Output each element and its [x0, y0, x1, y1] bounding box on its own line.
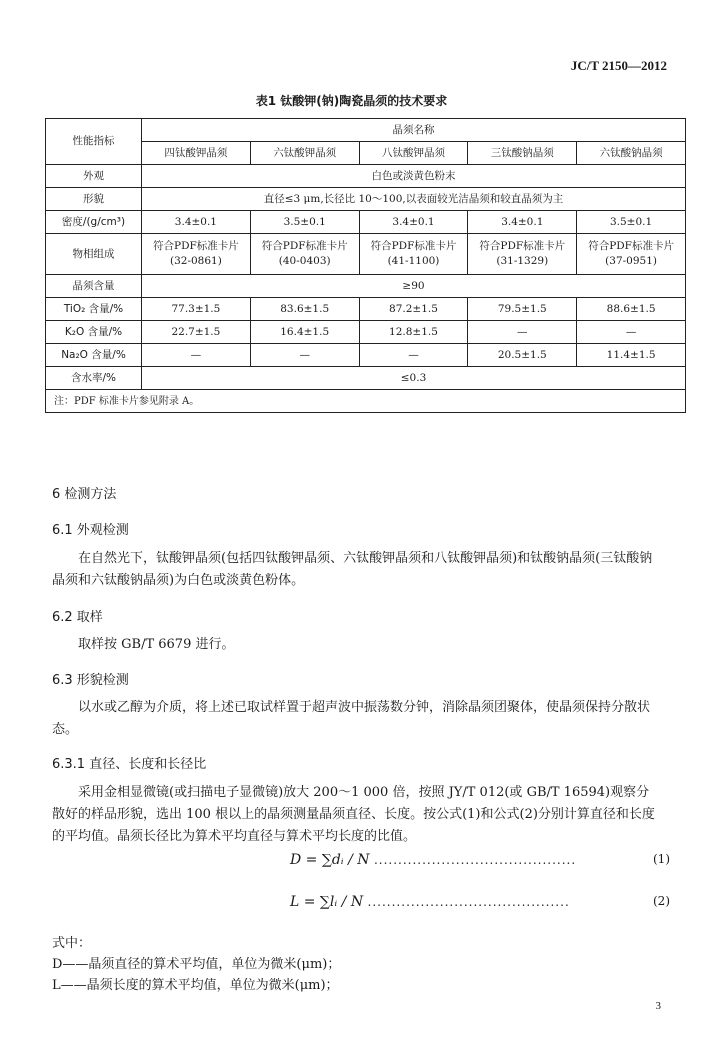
- cell: [359, 234, 468, 275]
- table-header-row: [46, 119, 686, 142]
- table-row: [46, 344, 686, 367]
- cell: 直径≤3 μm,长径比 10～100,以表面较光洁晶须和较直晶须为主: [142, 188, 686, 211]
- table-row: [46, 211, 686, 234]
- cell: ≥90: [142, 275, 686, 298]
- table-row: [46, 165, 686, 188]
- row-label: Na₂O 含量/%: [46, 344, 142, 367]
- cell-line: (41-1100): [387, 255, 440, 267]
- cell: —: [359, 344, 468, 367]
- where-item: L——晶须长度的算术平均值，单位为微米(μm)；: [52, 978, 339, 993]
- cell: 79.5±1.5: [468, 298, 577, 321]
- cell: 87.2±1.5: [359, 298, 468, 321]
- cell: —: [250, 344, 359, 367]
- group-label: 晶须名称: [142, 119, 686, 142]
- cell: 88.6±1.5: [577, 298, 686, 321]
- section-heading: 6.1 外观检测: [52, 523, 129, 538]
- cell: [468, 234, 577, 275]
- table-row: [46, 367, 686, 390]
- row-label: 密度/(g/cm³): [46, 211, 142, 234]
- row-label: 含水率/%: [46, 367, 142, 390]
- column-header: 六钛酸钠晶须: [577, 142, 686, 165]
- paragraph: 采用金相显微镜(或扫描电子显微镜)放大 200～1 000 倍，按照 JY/T 012(或 GB/T 16594)观察分散好的样品形貌，选出 100 根以上的晶须测量晶须直径、长度。按公式(1)和公式(2)分别计算直径和长度的平均值。晶须长径比为算术平均直径与算术平均长度的比值。: [52, 785, 655, 844]
- cell: 83.6±1.5: [250, 298, 359, 321]
- row-label: 物相组成: [46, 234, 142, 275]
- cell: 3.4±0.1: [359, 211, 468, 234]
- paragraph: 以水或乙醇为介质，将上述已取试样置于超声波中振荡数分钟，消除晶须团聚体，使晶须保持分散状态。: [52, 700, 651, 737]
- cell-line: (31-1329): [496, 255, 549, 267]
- row-label: TiO₂ 含量/%: [46, 298, 142, 321]
- spec-table: [45, 118, 686, 413]
- formula-expression: D = ∑dᵢ / N: [290, 852, 370, 868]
- cell-line: 符合PDF标准卡片: [588, 240, 674, 252]
- cell-line: (37-0951): [605, 255, 657, 267]
- section-heading: 6.3.1 直径、长度和长径比: [52, 757, 207, 772]
- cell-line: 符合PDF标准卡片: [479, 240, 566, 252]
- cell: —: [577, 321, 686, 344]
- column-header: 四钛酸钾晶须: [142, 142, 251, 165]
- row-label: 形貌: [46, 188, 142, 211]
- table-note-row: [46, 390, 686, 413]
- paragraph: 取样按 GB/T 6679 进行。: [78, 637, 235, 652]
- section-heading: 6.2 取样: [52, 610, 103, 625]
- cell: —: [142, 344, 251, 367]
- column-header: 三钛酸钠晶须: [468, 142, 577, 165]
- formula-expression: L = ∑lᵢ / N: [290, 894, 364, 910]
- cell: 11.4±1.5: [577, 344, 686, 367]
- cell: 22.7±1.5: [142, 321, 251, 344]
- cell: 12.8±1.5: [359, 321, 468, 344]
- table-row: [46, 275, 686, 298]
- formula-number: (1): [653, 852, 670, 866]
- cell-line: (32-0861): [169, 255, 222, 267]
- standard-code: JC/T 2150—2012: [570, 58, 667, 73]
- row-label: K₂O 含量/%: [46, 321, 142, 344]
- cell-line: 符合PDF标准卡片: [261, 240, 348, 252]
- table-row: [46, 188, 686, 211]
- cell-line: 符合PDF标准卡片: [370, 240, 457, 252]
- where-label: 式中：: [52, 936, 92, 951]
- column-header: 六钛酸钾晶须: [250, 142, 359, 165]
- formula-number: (2): [653, 894, 670, 908]
- cell: 白色或淡黄色粉末: [142, 165, 686, 188]
- table-row: [46, 298, 686, 321]
- section-heading: 6 检测方法: [52, 487, 117, 502]
- paragraph: 在自然光下，钛酸钾晶须(包括四钛酸钾晶须、六钛酸钾晶须和八钛酸钾晶须)和钛酸钠晶须(三钛酸钠晶须和六钛酸钠晶须)为白色或淡黄色粉体。: [52, 551, 653, 588]
- col-head-label: 性能指标: [46, 119, 142, 165]
- cell: 3.4±0.1: [142, 211, 251, 234]
- column-header: 八钛酸钾晶须: [359, 142, 468, 165]
- table-title: 表1 钛酸钾(钠)陶瓷晶须的技术要求: [255, 94, 448, 108]
- cell: 16.4±1.5: [250, 321, 359, 344]
- cell: ≤0.3: [142, 367, 686, 390]
- page-number: 3: [655, 1000, 661, 1012]
- table-note: 注：PDF 标准卡片参见附录 A。: [46, 390, 686, 413]
- cell: —: [468, 321, 577, 344]
- formula-2: L = ∑lᵢ / N .......................................... (2): [290, 894, 670, 910]
- cell: 3.4±0.1: [468, 211, 577, 234]
- section-heading: 6.3 形貌检测: [52, 673, 129, 688]
- formula-1: D = ∑dᵢ / N .......................................... (1): [290, 852, 670, 868]
- cell: 77.3±1.5: [142, 298, 251, 321]
- cell-line: (40-0403): [278, 255, 331, 267]
- table-columns-row: [46, 142, 686, 165]
- cell-line: 符合PDF标准卡片: [153, 240, 239, 252]
- cell: [250, 234, 359, 275]
- cell: 3.5±0.1: [577, 211, 686, 234]
- cell: [577, 234, 686, 275]
- where-item: D——晶须直径的算术平均值，单位为微米(μm)；: [52, 957, 341, 972]
- row-label: 外观: [46, 165, 142, 188]
- row-label: 晶须含量: [46, 275, 142, 298]
- cell: [142, 234, 251, 275]
- cell: 20.5±1.5: [468, 344, 577, 367]
- table-row: [46, 321, 686, 344]
- cell: 3.5±0.1: [250, 211, 359, 234]
- table-row: [46, 234, 686, 275]
